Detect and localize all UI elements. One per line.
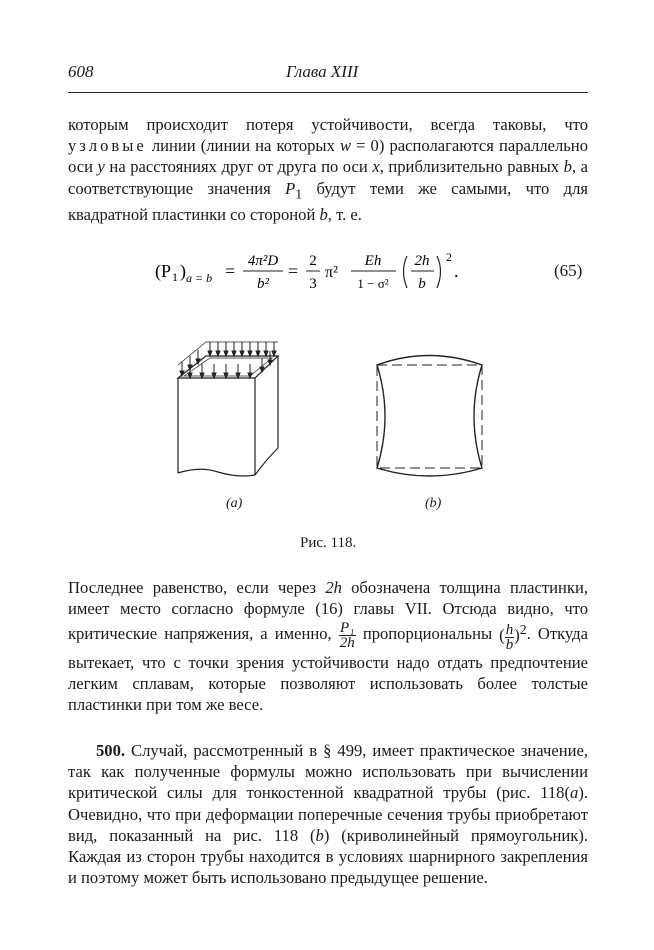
formula-eq1: = — [225, 261, 236, 281]
header-rule — [68, 92, 588, 93]
chapter-title: Глава XIII — [286, 62, 359, 81]
formula-65 — [155, 246, 515, 296]
fraction-h-b: $\frac{h}{b}$ — [505, 621, 514, 653]
tube-bottom-break — [178, 469, 255, 476]
formula-f3-num: Eh — [364, 253, 382, 269]
page-number: 608 — [68, 62, 94, 81]
formula-f4-den: b — [418, 276, 426, 292]
formula-paren-left — [404, 256, 408, 288]
arrows-back-edge — [206, 342, 278, 356]
formula-exp: 2 — [446, 250, 452, 264]
figure-a-load-arrows — [178, 342, 278, 378]
formula-paren-right — [437, 256, 441, 288]
formula-lhs: (P — [155, 261, 172, 281]
page-header — [68, 62, 588, 86]
formula-f2-den: 3 — [309, 276, 317, 292]
fraction-p1-2h: $\frac{\text{P₁}}{2h}$ — [339, 620, 355, 652]
formula-f4-num: 2h — [414, 253, 430, 269]
formula-end: . — [454, 261, 459, 281]
formula-eq2: = — [288, 261, 299, 281]
formula-f3-den: 1 − σ² — [357, 276, 389, 291]
figure-label-b: (b) — [425, 496, 442, 511]
section-number: 500. — [96, 741, 126, 760]
original-square-dashed — [377, 365, 482, 468]
deformed-section-curve — [377, 356, 482, 477]
paragraph-500: 500. Случай, рассмотренный в § 499, имеет практическое значение, так как полученные формулы можно использовать при вычислении критической силы для тонкостенной квадратной трубы (рис. 118(a). Очевидно, что при деформации поперечные сечения трубы приобретают вид, показанный на рис. 118 (b) (криволинейный прямоугольник). Каждая из сторон трубы находится в условиях шарнирного закрепления и поэтому может быть использовано предыдущее решение. — [68, 741, 588, 888]
paragraph-intro: которым происходит потеря устойчивости, всегда таковы, что узловые линии (линии на которых w = 0) располагаются параллельно оси y на расстояниях друг от друга по оси x, приблизительно равных b, а соответствующие значения $P_1$ будут теми же самыми, что для квадратной пластинки со стороной b, т. е. — [68, 115, 588, 225]
formula-lhs-sub2: a = b — [186, 271, 213, 285]
formula-lhs-close: ) — [180, 261, 186, 281]
paragraph-conclusion: Последнее равенство, если через 2h обозначена толщина пластинки, имеет место согласно формуле (16) главы VII. Отсюда видно, что критические напряжения, а именно, $\frac{\text{P₁}}{2h}$ пропорциональны ( $\frac{h}{b}$ )$^2$. Откуда вытекает, что с точки зрения устойчивости надо отдать предпочтение легким сплавам, которые позволяют использовать более толстые пластинки при том же весе. — [68, 578, 588, 715]
figure-118 — [160, 338, 500, 523]
figure-b-section — [377, 356, 482, 477]
figure-caption: Рис. 118. — [300, 535, 357, 551]
formula-f1-den: b² — [257, 276, 269, 292]
formula-f2-num: 2 — [309, 253, 317, 269]
formula-pi2: π² — [325, 264, 338, 281]
formula-f1-num: 4π²D — [247, 253, 279, 269]
tube-side-break — [255, 448, 278, 475]
figure-label-a: (a) — [226, 496, 243, 511]
formula-lhs-sub1: 1 — [172, 270, 178, 284]
equation-number: (65) — [554, 261, 583, 280]
